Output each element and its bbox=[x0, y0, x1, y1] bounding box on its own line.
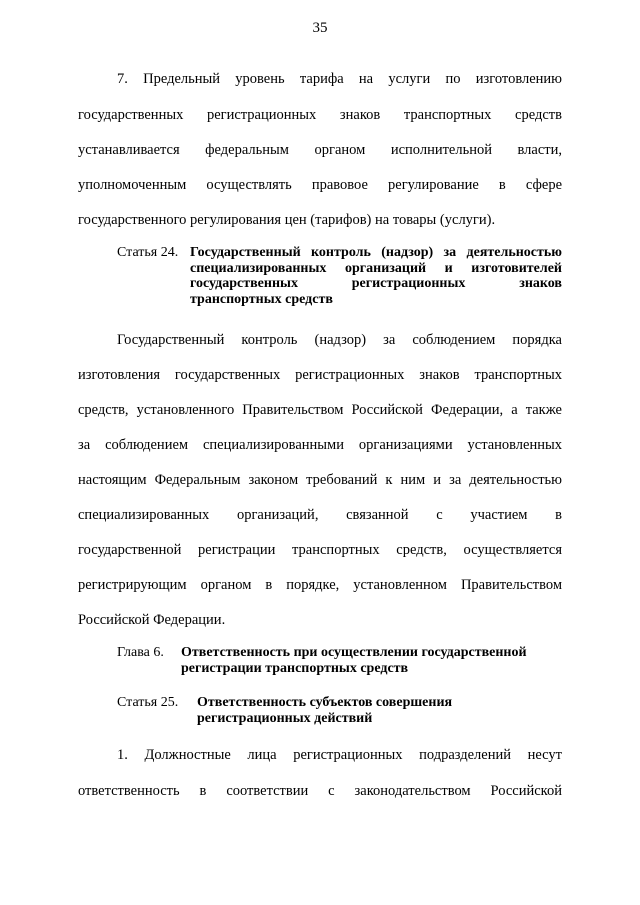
text-line: регистрирующим органом в порядке, установленном Правительством bbox=[78, 577, 562, 593]
text-line: устанавливается федеральным органом исполнительной власти, bbox=[78, 142, 562, 158]
text-line: государственного регулирования цен (тарифов) на товары (услуги). bbox=[78, 212, 496, 228]
text-line: средств, установленного Правительством Российской Федерации, а также bbox=[78, 402, 562, 418]
text-line: ответственность в соответствии с законодательством Российской bbox=[78, 783, 562, 799]
page-number: 35 bbox=[312, 20, 328, 36]
text-line: настоящим Федеральным законом требований к ним и за деятельностью bbox=[78, 472, 562, 488]
article-label: Статья 24. bbox=[117, 245, 179, 260]
text-line: государственной регистрации транспортных средств, осуществляется bbox=[78, 542, 562, 558]
text-line: за соблюдением специализированными организациями установленных bbox=[78, 437, 562, 453]
text-line: государственных регистрационных знаков транспортных средств bbox=[78, 107, 562, 123]
article-24-heading bbox=[117, 245, 562, 307]
text-line: 1. Должностные лица регистрационных подразделений несут bbox=[117, 747, 562, 763]
text-line: изготовления государственных регистрационных знаков транспортных bbox=[78, 367, 562, 383]
chapter-6-heading bbox=[117, 645, 562, 676]
article-25-heading bbox=[117, 695, 562, 726]
text-line: специализированных организаций, связанной с участием в bbox=[78, 507, 562, 523]
text-line: Государственный контроль (надзор) за соблюдением порядка bbox=[117, 332, 562, 348]
chapter-label: Глава 6. bbox=[117, 645, 164, 660]
text-line: Российской Федерации. bbox=[78, 612, 226, 628]
text-line: уполномоченным осуществлять правовое регулирование в сфере bbox=[78, 177, 562, 193]
article-label: Статья 25. bbox=[117, 695, 179, 710]
chapter-title: Ответственность при осуществлении государственной регистрации транспортных средств bbox=[181, 645, 527, 676]
text-line: 7. Предельный уровень тарифа на услуги по изготовлению bbox=[117, 71, 562, 87]
article-title: Ответственность субъектов совершения регистрационных действий bbox=[197, 695, 453, 726]
article-title: Государственный контроль (надзор) за деятельностью специализированных организаций и изготовителей государственных регистрационных знаков транспортных средств bbox=[190, 245, 562, 307]
